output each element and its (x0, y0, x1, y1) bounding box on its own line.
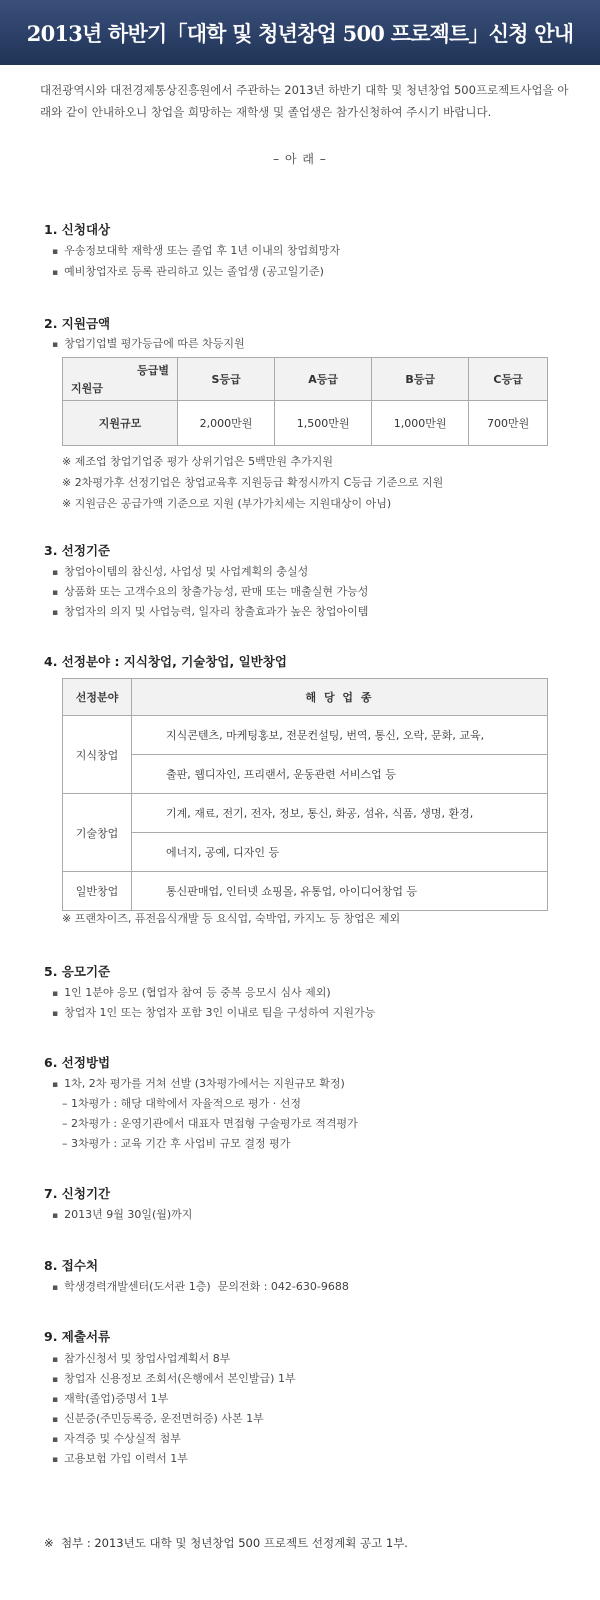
note: ※ 제조업 창업기업중 평가 상위기업은 5백만원 추가지원 (62, 455, 333, 468)
note: ※ 2차평가후 선정기업은 창업교육후 지원등급 확정시까지 C등급 기준으로 지원 (62, 476, 444, 489)
field-table (62, 678, 548, 911)
list-item: ▪ 1차, 2차 평가를 거쳐 선발 (3차평가에서는 지원규모 확정) (52, 1075, 345, 1091)
list-item: ▪ 우송정보대학 재학생 또는 졸업 후 1년 이내의 창업희망자 (52, 242, 340, 258)
list-item: ▪ 2013년 9월 30일(월)까지 (52, 1206, 192, 1222)
page-header (0, 0, 600, 65)
grade-value: 1,500만원 (275, 401, 372, 446)
industry-cell: 출판, 웹디자인, 프리랜서, 운동관련 서비스업 등 (132, 755, 548, 794)
sub-item: – 1차평가 : 해당 대학에서 자율적으로 평가 · 선정 (62, 1097, 301, 1110)
grade-header: B등급 (372, 358, 469, 401)
note: ※ 프랜차이즈, 퓨전음식개발 등 요식업, 숙박업, 카지노 등 창업은 제외 (62, 912, 401, 925)
sub-item: – 2차평가 : 운영기관에서 대표자 면접형 구술평가로 적격평가 (62, 1117, 358, 1130)
industry-cell: 지식콘텐츠, 마케팅홍보, 전문컨설팅, 번역, 통신, 오락, 문화, 교육, (132, 716, 548, 755)
intro-text: 대전광역시와 대전경제통상진흥원에서 주관하는 2013년 하반기 대학 및 청년창업 500프로젝트사업을 아래와 같이 안내하오니 창업을 희망하는 재학생 및 졸업생은 참가신청하여 주시기 바랍니다. (40, 83, 569, 119)
section-heading: 8. 접수처 (44, 1258, 99, 1273)
section-heading: 7. 신청기간 (44, 1186, 111, 1201)
grade-header: S등급 (178, 358, 275, 401)
list-item: ▪ 창업아이템의 참신성, 사업성 및 사업계획의 충실성 (52, 563, 308, 579)
industry-cell: 에너지, 공예, 디자인 등 (132, 833, 548, 872)
list-item: ▪ 자격증 및 수상실적 첨부 (52, 1430, 181, 1446)
list-item: ▪ 창업자 신용정보 조회서(은행에서 본인발급) 1부 (52, 1370, 296, 1386)
arae-label: – 아 래 – (273, 152, 327, 166)
list-item: ▪ 창업자의 의지 및 사업능력, 일자리 창출효과가 높은 창업아이템 (52, 603, 368, 619)
note: ※ 지원금은 공급가액 기준으로 지원 (부가가치세는 지원대상이 아님) (62, 497, 392, 510)
section-heading: 2. 지원금액 (44, 316, 111, 331)
list-item: ▪ 예비창업자로 등록 관리하고 있는 졸업생 (공고일기준) (52, 263, 324, 279)
list-item: ▪ 신분증(주민등록증, 운전면허증) 사본 1부 (52, 1410, 264, 1426)
list-item: ▪ 창업자 1인 또는 창업자 포함 3인 이내로 팀을 구성하여 지원가능 (52, 1004, 375, 1020)
grade-value: 2,000만원 (178, 401, 275, 446)
grade-header: A등급 (275, 358, 372, 401)
list-item: ▪ 학생경력개발센터(도서관 1층) 문의전화 : 042-630-9688 (52, 1278, 349, 1294)
section-heading: 9. 제출서류 (44, 1329, 111, 1344)
grade-table (62, 357, 548, 446)
section-heading: 6. 선정방법 (44, 1055, 111, 1070)
industry-header: 해 당 업 종 (132, 679, 548, 716)
attachment-note: ※ 첨부 : 2013년도 대학 및 청년창업 500 프로젝트 선정계획 공고 1부. (44, 1536, 408, 1550)
field-cell: 지식창업 (63, 716, 132, 794)
sub-item: – 3차평가 : 교육 기간 후 사업비 규모 결정 평가 (62, 1137, 291, 1150)
list-item: ▪ 창업기업별 평가등급에 따른 차등지원 (52, 335, 245, 351)
list-item: ▪ 1인 1분야 응모 (협업자 참여 등 중복 응모시 심사 제외) (52, 984, 331, 1000)
section-heading: 4. 선정분야 : 지식창업, 기술창업, 일반창업 (44, 654, 287, 669)
grade-value: 700만원 (469, 401, 548, 446)
section-heading: 3. 선정기준 (44, 543, 111, 558)
corner-bottom-label: 지원금 (71, 382, 103, 395)
industry-cell: 기계, 재료, 전기, 전자, 정보, 통신, 화공, 섬유, 식품, 생명, 환경, (132, 794, 548, 833)
section-heading: 5. 응모기준 (44, 964, 111, 979)
grade-value: 1,000만원 (372, 401, 469, 446)
industry-cell: 통신판매업, 인터넷 쇼핑몰, 유통업, 아이디어창업 등 (132, 872, 548, 911)
list-item: ▪ 상품화 또는 고객수요의 창출가능성, 판매 또는 매출실현 가능성 (52, 583, 368, 599)
page-title: 2013년 하반기「대학 및 청년창업 500 프로젝트」신청 안내 (26, 20, 574, 46)
section-heading: 1. 신청대상 (44, 222, 111, 237)
list-item: ▪ 참가신청서 및 창업사업계획서 8부 (52, 1350, 230, 1366)
grade-header: C등급 (469, 358, 548, 401)
corner-top-label: 등급별 (137, 364, 169, 377)
field-header: 선정분야 (63, 679, 132, 716)
list-item: ▪ 고용보험 가입 이력서 1부 (52, 1450, 188, 1466)
grade-corner-cell (63, 358, 178, 401)
field-cell: 기술창업 (63, 794, 132, 872)
list-item: ▪ 재학(졸업)증명서 1부 (52, 1390, 168, 1406)
field-cell: 일반창업 (63, 872, 132, 911)
row-label: 지원규모 (63, 401, 178, 446)
